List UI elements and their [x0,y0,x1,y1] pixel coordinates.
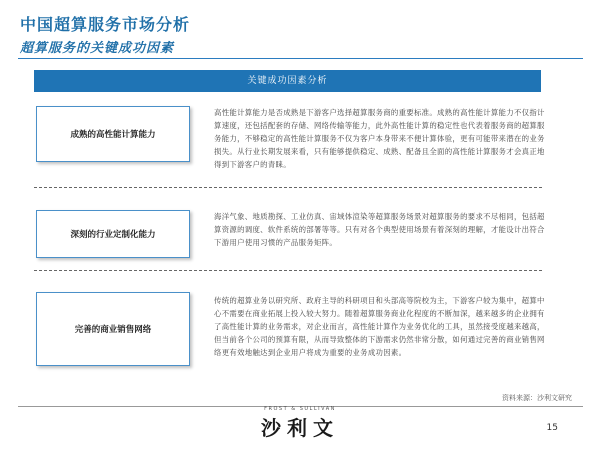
factor-box-2 [36,210,190,258]
logo-wordmark: 沙利文 [261,416,339,440]
source-note: 资料来源：沙利文研究 [502,394,572,402]
logo-subtitle: FROST & SULLIVAN [264,406,336,412]
page-number: 15 [546,423,558,433]
factor-description-3: 传统的超算业务以研究所、政府主导的科研项目和头部高等院校为主，下游客户较为集中，超算中心不需要在商业拓展上投入较大努力。随着超算服务商业化程度的不断加深，越来越多的企业拥有了高性能计算的业务需求，对企业而言，高性能计算作为业务优化的工具，虽然接受度越来越高，但当前各个公司的预算有限，从而导致整体的下游需求仍然非常分散，如何通过完善的商业销售网络更有效地触达到企业用户将成为重要的业务成功因素。 [214,296,545,357]
factor-box-1 [36,106,190,162]
row-divider-2 [34,270,542,271]
factor-description-1: 高性能计算能力是否成熟是下游客户选择超算服务商的重要标准。成熟的高性能计算能力不仅指计算速度，还包括配套的存储、网络传输等能力，此外高性能计算的稳定性也代表着服务商的超算服务能力，不够稳定的高性能计算服务不仅为客户本身带来不便计算体验，更有可能带来潜在的业务损失。从行业长期发展来看，只有能够提供稳定、成熟、配备且全面的高性能计算服务才会真正地得到下游客户的青睐。 [214,108,545,169]
title-divider [18,58,583,59]
factor-description-2: 海洋气象、地质勘探、工业仿真、宙域体渲染等超算服务场景对超算服务的要求不尽相同，包括超算资源的调度、软件系统的部署等等。只有对各个典型使用场景有着深刻的理解，才能设计出符合下游用户使用习惯的产品服务矩阵。 [214,212,545,247]
table-heading: 关键成功因素分析 [34,70,541,92]
factor-label-1: 成熟的高性能计算能力 [70,130,156,140]
factor-label-3: 完善的商业销售网络 [74,325,152,335]
row-divider-1 [34,187,542,188]
factor-label-2: 深刻的行业定制化能力 [70,230,156,240]
factor-box-3 [36,292,190,366]
page-title: 中国超算服务市场分析 [20,15,191,34]
page-subtitle: 超算服务的关键成功因素 [20,41,175,56]
